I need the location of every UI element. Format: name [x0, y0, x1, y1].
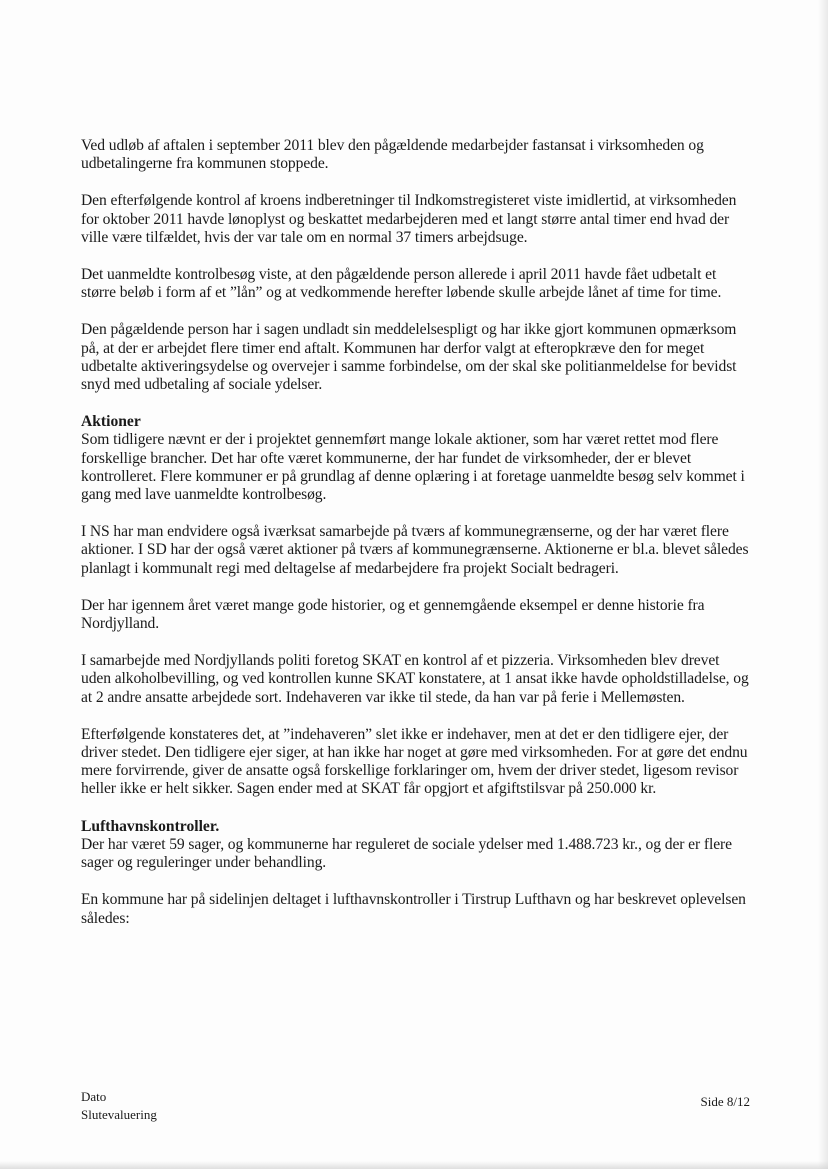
paragraph: Efterfølgende konstateres det, at ”indehaveren” slet ikke er indehaver, men at det er den tidligere ejer, der driver stedet. Den tidligere ejer siger, at han ikke har noget at gøre med virksomheden. For at gøre det endnu mere forvirrende, giver de ansatte også forskellige forklaringer om, hvem der driver stedet, ligesom revisor heller ikke er helt sikker. Sagen ender med at SKAT får opgjort et afgiftstilsvar på 250.000 kr. [81, 725, 748, 798]
paragraph: Den pågældende person har i sagen undladt sin meddelelsespligt og har ikke gjort kommunen opmærksom på, at der er arbejdet flere timer end aftalt. Kommunen har derfor valgt at efteropkræve den for meget udbetalte aktiveringsydelse og overvejer i samme forbindelse, om der skal ske politianmeldelse for bevidst snyd med udbetaling af sociale ydelser. [81, 321, 737, 394]
section-heading-lufthavnskontroller: Lufthavnskontroller. [81, 817, 220, 835]
paragraph: Ved udløb af aftalen i september 2011 blev den pågældende medarbejder fastansat i virksomheden og udbetalingerne fra kommunen stoppede. [81, 137, 704, 173]
footer-dato-label: Dato [81, 1089, 107, 1104]
scan-edge-shadow [0, 1161, 828, 1169]
document-body [81, 137, 753, 947]
paragraph: Der har været 59 sager, og kommunerne har reguleret de sociale ydelser med 1.488.723 kr., og der er flere sager og reguleringer under behandling. [81, 835, 732, 872]
paragraph: I NS har man endvidere også iværksat samarbejde på tværs af kommunegrænserne, og der har været flere aktioner. I SD har der også været aktioner på tværs af kommunegrænserne. Aktionerne er bl.a. blevet således planlagt i kommunalt regi med deltagelse af medarbejdere fra projekt Socialt bedrageri. [81, 523, 749, 577]
page-number: Side 8/12 [700, 1094, 750, 1109]
footer-left [81, 1088, 157, 1124]
paragraph: I samarbejde med Nordjyllands politi foretog SKAT en kontrol af et pizzeria. Virksomheden blev drevet uden alkoholbevilling, og ved kontrollen kunne SKAT konstatere, at 1 ansat ikke havde opholdstilladelse, og at 2 andre ansatte arbejdede sort. Indehaveren var ikke til stede, da han var på ferie i Mellemøsten. [81, 652, 749, 706]
scan-edge-shadow [818, 0, 828, 1169]
paragraph: Det uanmeldte kontrolbesøg viste, at den pågældende person allerede i april 2011 havde fået udbetalt et større beløb i form af et ”lån” og at vedkommende herefter løbende skulle arbejde lånet af time for time. [81, 266, 722, 302]
paragraph: Der har igennem året været mange gode historier, og et gennemgående eksempel er denne historie fra Nordjylland. [81, 596, 705, 633]
paragraph: Som tidligere nævnt er der i projektet gennemført mange lokale aktioner, som har været rettet mod flere forskellige brancher. Det har ofte været kommunerne, der har fundet de virksomheder, der er blevet kontrolleret. Flere kommuner er på grundlag af denne oplæring i at foretage uanmeldte besøg selv kommet i gang med lave uanmeldte kontrolbesøg. [81, 431, 745, 504]
paragraph: En kommune har på sidelinjen deltaget i lufthavnskontroller i Tirstrup Lufthavn og har beskrevet oplevelsen således: [81, 891, 746, 927]
paragraph: Den efterfølgende kontrol af kroens indberetninger til Indkomstregisteret viste imidlertid, at virksomheden for oktober 2011 havde lønoplyst og beskattet medarbejderen med et langt større antal timer end hvad der ville være tilfældet, hvis der var tale om en normal 37 timers arbejdsuge. [81, 192, 737, 246]
section-heading-aktioner: Aktioner [81, 413, 141, 431]
footer-doc-title: Slutevaluering [81, 1107, 157, 1122]
